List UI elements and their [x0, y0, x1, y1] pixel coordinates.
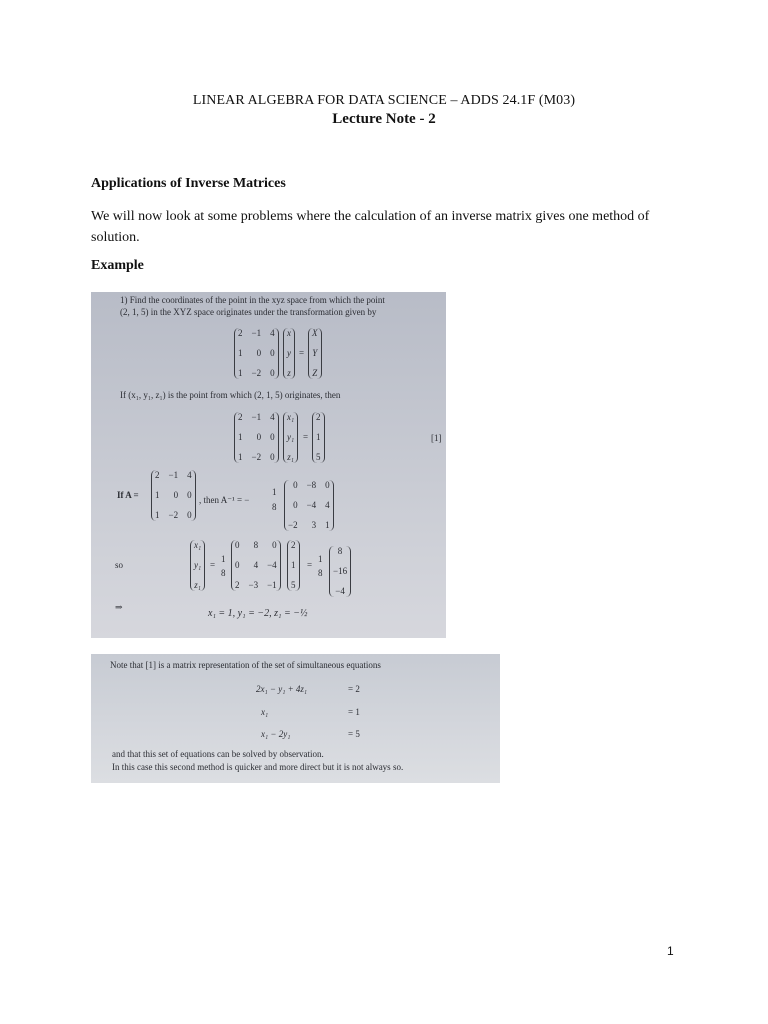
- matrix-cell: 1: [155, 510, 160, 520]
- matrix-cell: 0: [325, 480, 330, 490]
- matrix-cell: 1: [155, 490, 160, 500]
- vector-cell: x₁: [194, 540, 202, 550]
- equation-2-lhs: x₁: [261, 707, 269, 717]
- matrix-cell: −1: [251, 328, 262, 338]
- equation-3-lhs: x₁ − 2y₁: [261, 729, 291, 739]
- equation-label: [1]: [431, 433, 442, 443]
- vector-cell: y: [287, 348, 291, 358]
- vector-cell: z₁: [194, 580, 201, 590]
- fraction-denominator: 8: [221, 568, 226, 578]
- equals-sign: =: [303, 432, 309, 442]
- matrix-cell: 2: [238, 328, 243, 338]
- matrix-cell: −8: [306, 480, 317, 490]
- if-point-line: If (x₁, y₁, z₁) is the point from which (2, 1, 5) originates, then: [120, 390, 341, 400]
- vector-cell: y₁: [287, 432, 295, 442]
- matrix-cell: 0: [270, 452, 275, 462]
- matrix-cell: 0: [272, 540, 277, 550]
- section-heading: Applications of Inverse Matrices: [91, 176, 286, 191]
- if-a-label: If A =: [117, 490, 139, 500]
- vector-cell: Y: [312, 348, 318, 358]
- vector-215-solution: [287, 540, 300, 591]
- example-heading: Example: [91, 258, 144, 273]
- note-line: Note that [1] is a matrix representation of the set of simultaneous equations: [110, 660, 381, 670]
- equals-sign: =: [299, 348, 305, 358]
- matrix-cell: −2: [251, 368, 262, 378]
- vector-cell: 5: [316, 452, 321, 462]
- vector-cell: z: [287, 368, 291, 378]
- fraction-denominator: 8: [318, 568, 323, 578]
- matrix-cell: 3: [311, 520, 317, 530]
- matrix-cell: 0: [270, 432, 275, 442]
- vector-x1y1z1-solution: [190, 540, 205, 591]
- equation-1-lhs: 2x₁ − y₁ + 4z₁: [256, 684, 308, 694]
- matrix-adjugate: [231, 540, 281, 591]
- vector-cell: x₁: [287, 412, 295, 422]
- vector-cell: x: [287, 328, 291, 338]
- matrix-cell: 2: [235, 580, 240, 590]
- vector-xyz: [283, 328, 295, 379]
- vector-cell: X: [312, 328, 318, 338]
- example-scan-image: [91, 292, 446, 638]
- matrix-cell: −3: [248, 580, 259, 590]
- note-scan-image: [91, 654, 500, 783]
- matrix-cell: 0: [235, 540, 240, 550]
- matrix-cell: −1: [251, 412, 262, 422]
- so-label: so: [115, 560, 124, 570]
- matrix-a-inverse: [284, 480, 334, 531]
- equation-1-rhs: = 2: [348, 684, 360, 694]
- matrix-cell: 1: [238, 348, 243, 358]
- vector-x1y1z1: [283, 412, 298, 463]
- equation-2-rhs: = 1: [348, 707, 360, 717]
- matrix-cell: 4: [325, 500, 330, 510]
- matrix-cell: 0: [187, 490, 192, 500]
- matrix-cell: 0: [270, 348, 275, 358]
- note-line-a: and that this set of equations can be solved by observation.: [112, 749, 324, 759]
- vector-cell: −16: [333, 566, 348, 576]
- vector-cell: 8: [337, 546, 343, 556]
- matrix-cell: −1: [168, 470, 179, 480]
- matrix-cell: 0: [235, 560, 240, 570]
- matrix-cell: 2: [238, 412, 243, 422]
- matrix-cell: 4: [187, 470, 192, 480]
- vector-cell: Z: [312, 368, 318, 378]
- vector-cell: 2: [316, 412, 321, 422]
- vector-cell: z₁: [287, 452, 294, 462]
- matrix-cell: 1: [238, 432, 243, 442]
- then-a-inverse-label: , then A⁻¹ = −: [199, 495, 250, 505]
- matrix-cell: 4: [270, 412, 275, 422]
- matrix-cell: −2: [251, 452, 262, 462]
- vector-cell: 5: [291, 580, 296, 590]
- fraction-numerator: 1: [272, 487, 277, 497]
- matrix-a-transform: [234, 328, 279, 379]
- solution-line: x₁ = 1, y₁ = −2, z₁ = −½: [208, 608, 308, 619]
- matrix-cell: 0: [270, 368, 275, 378]
- matrix-cell: 0: [293, 500, 298, 510]
- matrix-cell: 0: [256, 348, 262, 358]
- intro-paragraph: We will now look at some problems where the calculation of an inverse matrix gives one method of solution.: [91, 209, 650, 245]
- matrix-cell: 0: [256, 432, 262, 442]
- vector-215: [312, 412, 325, 463]
- vector-cell: 1: [291, 560, 296, 570]
- matrix-cell: −2: [288, 520, 298, 530]
- matrix-cell: 0: [187, 510, 192, 520]
- course-title: LINEAR ALGEBRA FOR DATA SCIENCE – ADDS 24.1F (M03): [192, 93, 576, 108]
- fraction-denominator: 8: [272, 502, 277, 512]
- equals-sign: =: [307, 560, 313, 570]
- matrix-cell: 1: [238, 368, 243, 378]
- matrix-cell: 1: [325, 520, 330, 530]
- note-line-b: In this case this second method is quicker and more direct but it is not always so.: [112, 762, 404, 772]
- matrix-cell: −4: [267, 560, 277, 570]
- problem-line-2: (2, 1, 5) in the XYZ space originates under the transformation given by: [120, 307, 377, 317]
- matrix-a-definition: [151, 470, 196, 521]
- equation-3-rhs: = 5: [348, 729, 360, 739]
- vector-cell: −4: [335, 586, 345, 596]
- matrix-cell: 2: [155, 470, 160, 480]
- matrix-cell: 0: [173, 490, 179, 500]
- fraction-numerator: 1: [221, 554, 226, 564]
- matrix-cell: −2: [168, 510, 179, 520]
- vector-cell: 1: [316, 432, 321, 442]
- matrix-cell: −4: [306, 500, 317, 510]
- matrix-cell: 0: [293, 480, 298, 490]
- page-number: 1: [667, 944, 674, 958]
- matrix-cell: 8: [253, 540, 259, 550]
- matrix-cell: 4: [253, 560, 259, 570]
- matrix-a-eq1: [234, 412, 279, 463]
- matrix-cell: 1: [238, 452, 243, 462]
- fraction-numerator: 1: [318, 554, 323, 564]
- page-header: [0, 92, 768, 129]
- problem-line-1: 1) Find the coordinates of the point in the xyz space from which the point: [120, 295, 385, 305]
- equals-minus: =: [210, 560, 216, 570]
- matrix-cell: 4: [270, 328, 275, 338]
- implies-arrow: ⇒: [115, 602, 123, 612]
- vector-result: [329, 546, 351, 597]
- vector-cell: y₁: [194, 560, 202, 570]
- lecture-title: Lecture Note - 2: [332, 111, 436, 127]
- matrix-cell: −1: [267, 580, 277, 590]
- vector-cell: 2: [291, 540, 296, 550]
- vector-XYZ: [308, 328, 322, 379]
